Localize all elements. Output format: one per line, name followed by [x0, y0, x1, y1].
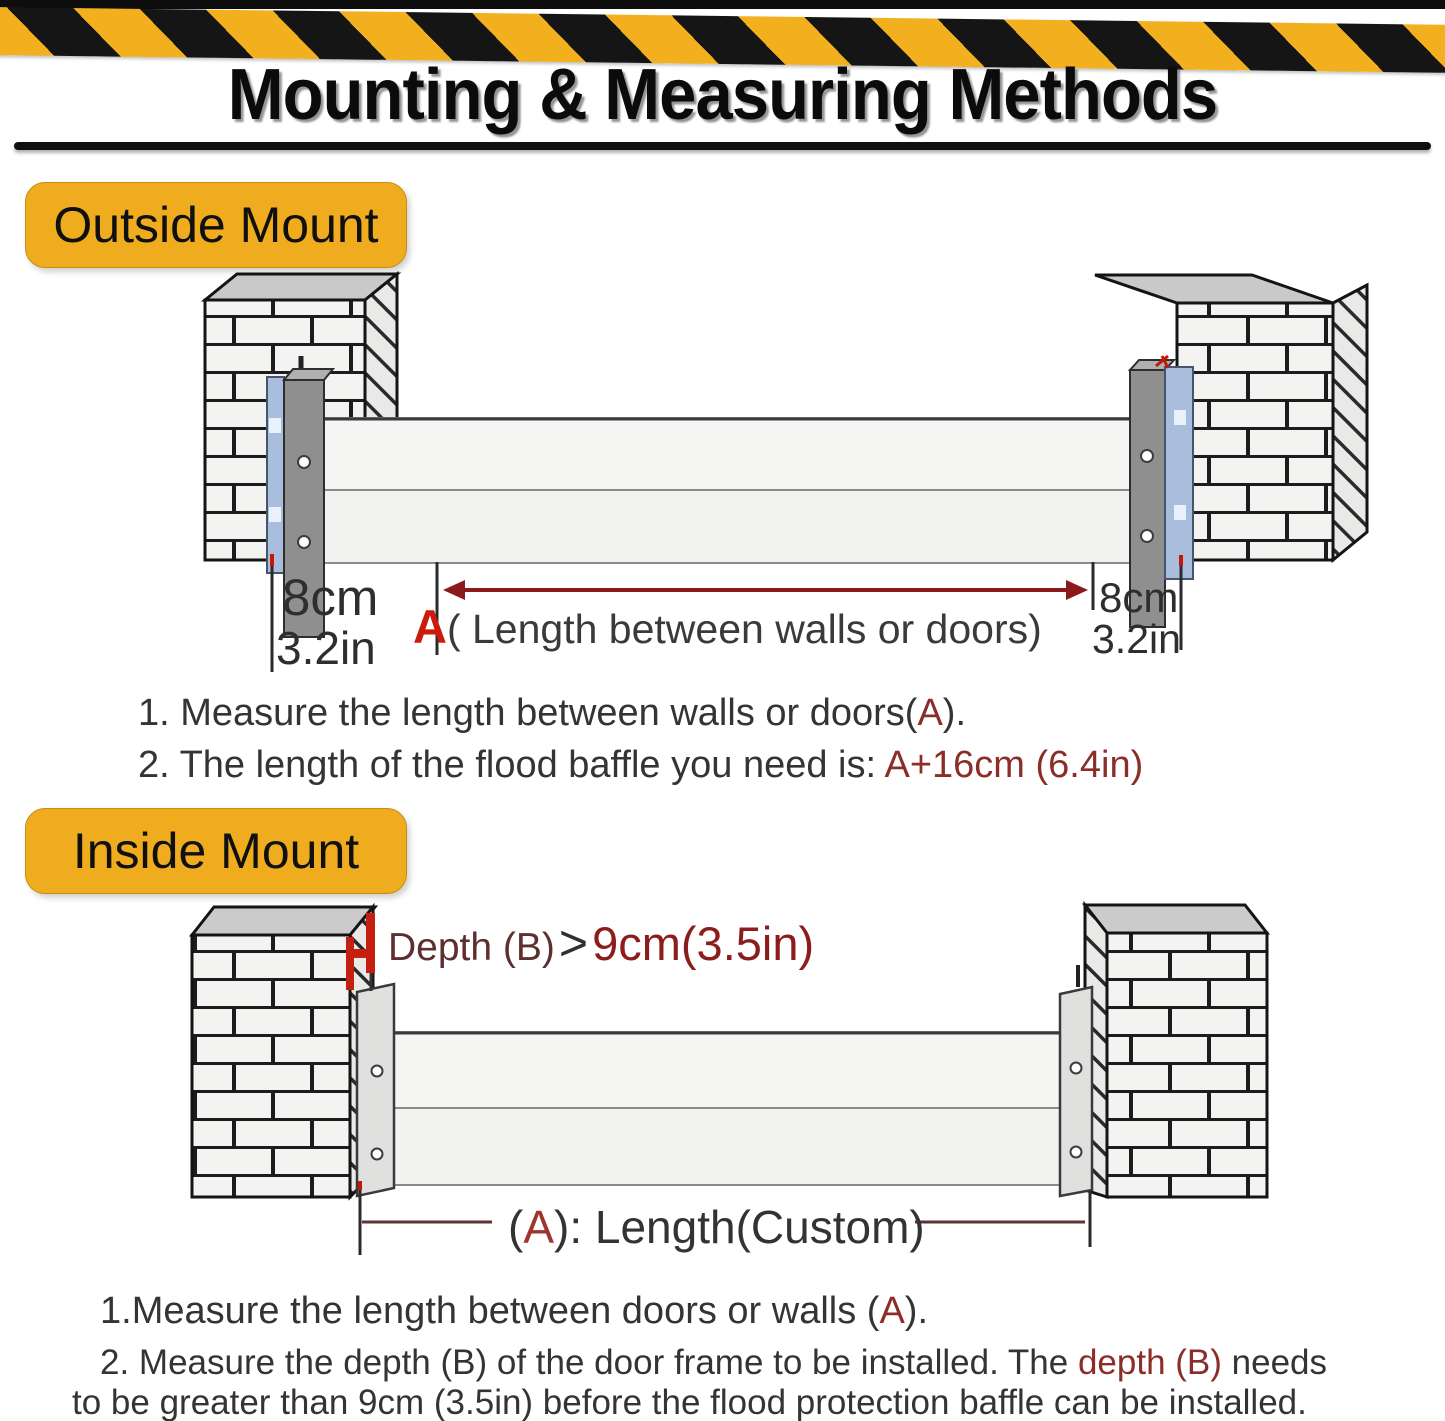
- inside-flood-barrier: [394, 1032, 1060, 1185]
- inside-instruction-3: to be greater than 9cm (3.5in) before the flood protection baffle can be installed.: [72, 1383, 1307, 1421]
- greater-than-symbol: >: [558, 915, 589, 971]
- length-a-letter: A: [413, 600, 447, 653]
- outside-mount-badge-label: Outside Mount: [53, 197, 379, 253]
- inside-right-pillar: [1085, 905, 1267, 1197]
- top-black-bar: [0, 0, 1445, 9]
- outside-right-dim-inch: 3.2in: [1092, 616, 1181, 662]
- outside-instruction-1: 1. Measure the length between walls or doors(A).: [138, 692, 967, 734]
- inside-mount-badge-label: Inside Mount: [72, 823, 360, 879]
- outside-left-dim-inch: 3.2in: [276, 622, 376, 674]
- outside-left-dim-cm: 8cm: [282, 569, 379, 626]
- inside-left-bracket: [357, 984, 394, 1196]
- inside-right-bracket: [1060, 965, 1092, 1196]
- depth-b-label: Depth (B) > 9cm(3.5in): [388, 915, 815, 971]
- outside-flood-barrier: [322, 418, 1132, 563]
- outside-right-dim-cm: 8cm: [1099, 574, 1179, 621]
- title-underline: [14, 142, 1431, 150]
- outside-mount-badge: [25, 182, 407, 268]
- inside-mount-badge: [25, 808, 407, 894]
- outside-instruction-2: 2. The length of the flood baffle you need is: A+16cm (6.4in): [138, 744, 1144, 786]
- length-custom-label: (A): Length(Custom): [508, 1201, 925, 1253]
- outside-span-label: A ( Length between walls or doors): [413, 600, 1042, 653]
- inside-instruction-2: 2. Measure the depth (B) of the door frame to be installed. The depth (B) needs: [100, 1343, 1328, 1382]
- inside-instruction-1: 1.Measure the length between doors or walls (A).: [100, 1290, 929, 1332]
- page-title: Mounting & Measuring Methods: [227, 55, 1218, 135]
